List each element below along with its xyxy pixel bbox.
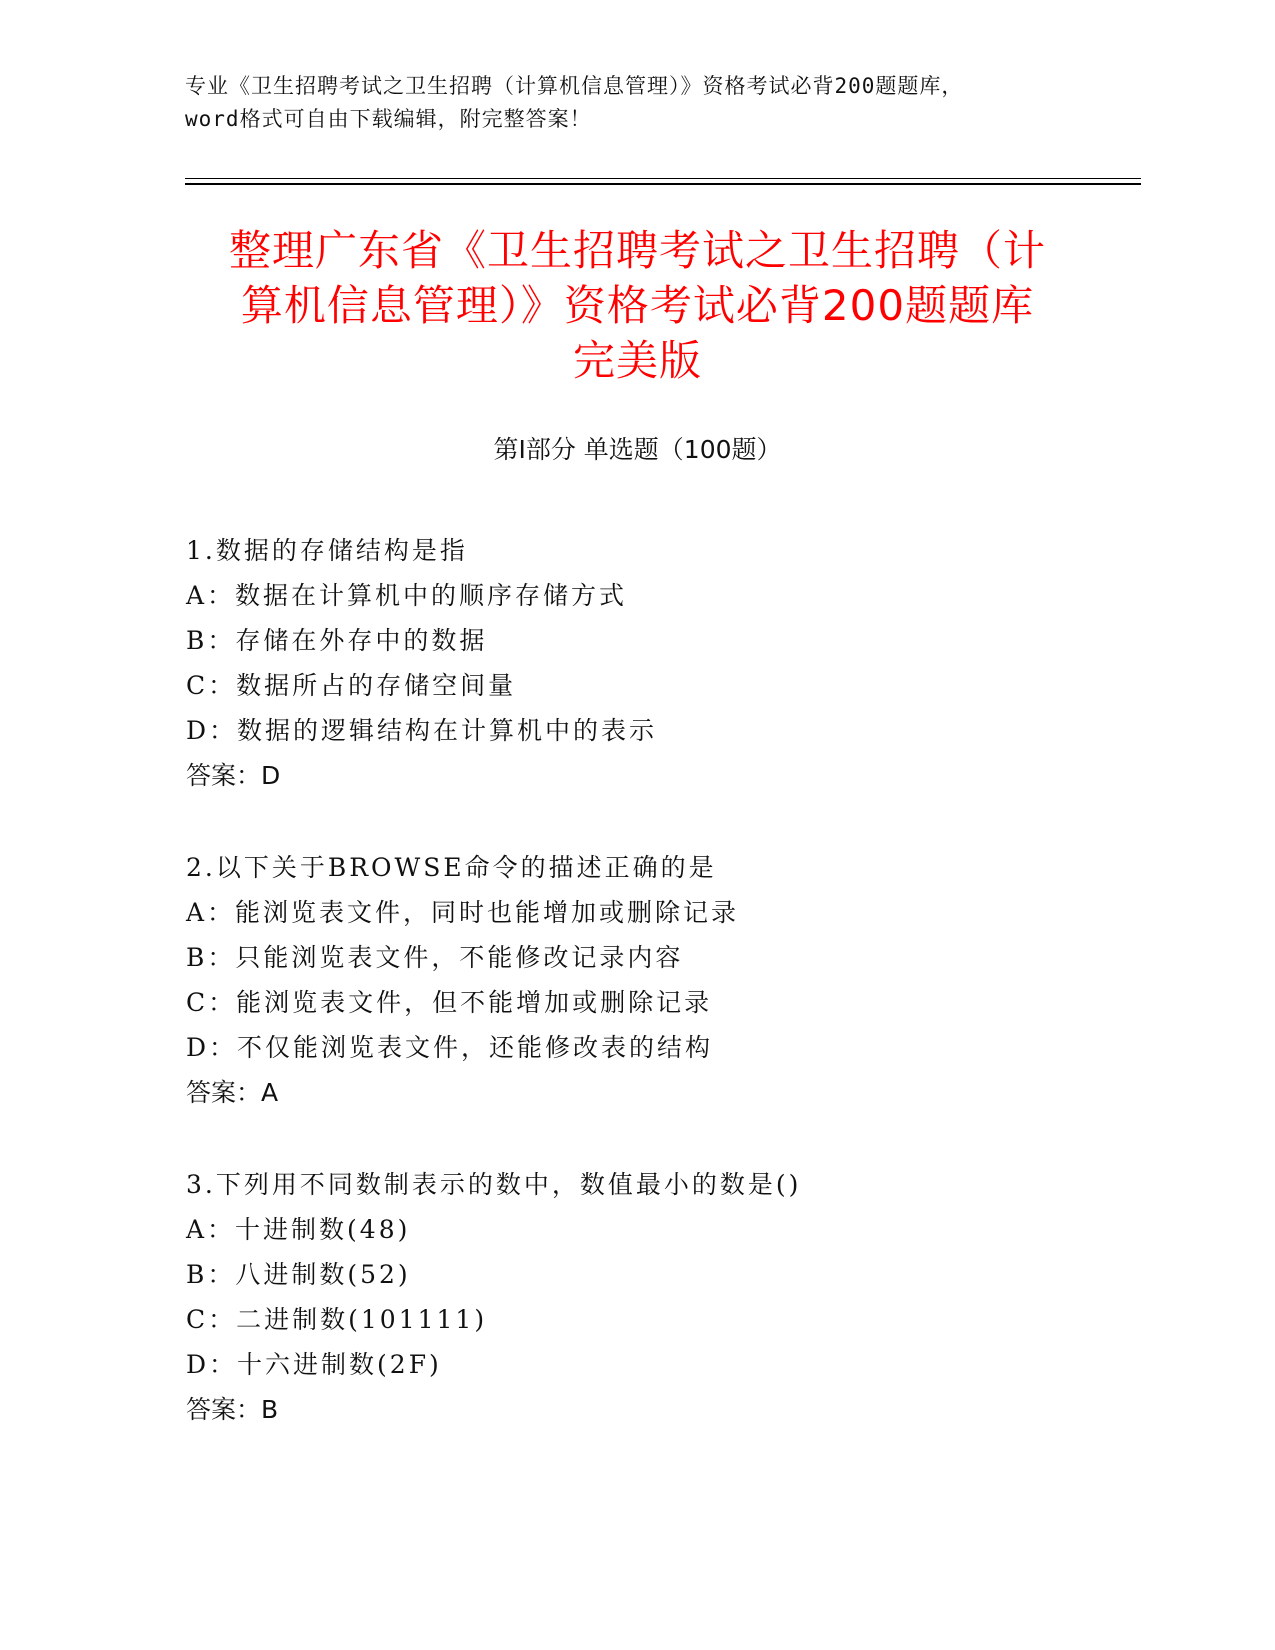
header-divider-thick	[185, 183, 1141, 185]
option-b: B：存储在外存中的数据	[186, 626, 488, 655]
option-d: D：不仅能浏览表文件，还能修改表的结构	[186, 1033, 714, 1062]
question-stem: 2.以下关于BROWSE命令的描述正确的是	[186, 853, 717, 882]
option-d: D：数据的逻辑结构在计算机中的表示	[186, 716, 658, 745]
header-divider-thin	[185, 178, 1141, 179]
answer-line: 答案：A	[186, 1078, 279, 1107]
option-b: B：八进制数(52)	[186, 1260, 411, 1289]
option-a: A：能浏览表文件，同时也能增加或删除记录	[186, 898, 740, 927]
option-a: A：十进制数(48)	[186, 1215, 411, 1244]
option-c: C：数据所占的存储空间量	[186, 671, 517, 700]
answer-line: 答案：B	[186, 1395, 279, 1424]
document-title	[140, 223, 1135, 388]
section-heading: 第I部分 单选题（100题）	[493, 435, 782, 464]
document-header-note	[185, 70, 1085, 136]
question-item	[186, 528, 1136, 798]
question-stem: 1.数据的存储结构是指	[186, 536, 468, 565]
header-note-line-2: word格式可自由下载编辑，附完整答案！	[185, 107, 592, 131]
option-d: D：十六进制数(2F)	[186, 1350, 442, 1379]
title-line-3: 完美版	[572, 336, 702, 385]
title-line-1: 整理广东省《卫生招聘考试之卫生招聘（计	[228, 226, 1046, 275]
question-list	[186, 528, 1136, 1479]
title-line-2: 算机信息管理）》资格考试必背200题题库	[240, 281, 1035, 330]
option-a: A：数据在计算机中的顺序存储方式	[186, 581, 628, 610]
option-c: C：能浏览表文件，但不能增加或删除记录	[186, 988, 713, 1017]
question-item	[186, 1162, 1136, 1432]
header-note-line-1: 专业《卫生招聘考试之卫生招聘（计算机信息管理）》资格考试必背200题题库，	[185, 74, 964, 98]
answer-line: 答案：D	[186, 761, 281, 790]
question-stem: 3.下列用不同数制表示的数中，数值最小的数是()	[186, 1170, 802, 1199]
option-c: C：二进制数(101111)	[186, 1305, 488, 1334]
option-b: B：只能浏览表文件，不能修改记录内容	[186, 943, 684, 972]
question-item	[186, 845, 1136, 1115]
